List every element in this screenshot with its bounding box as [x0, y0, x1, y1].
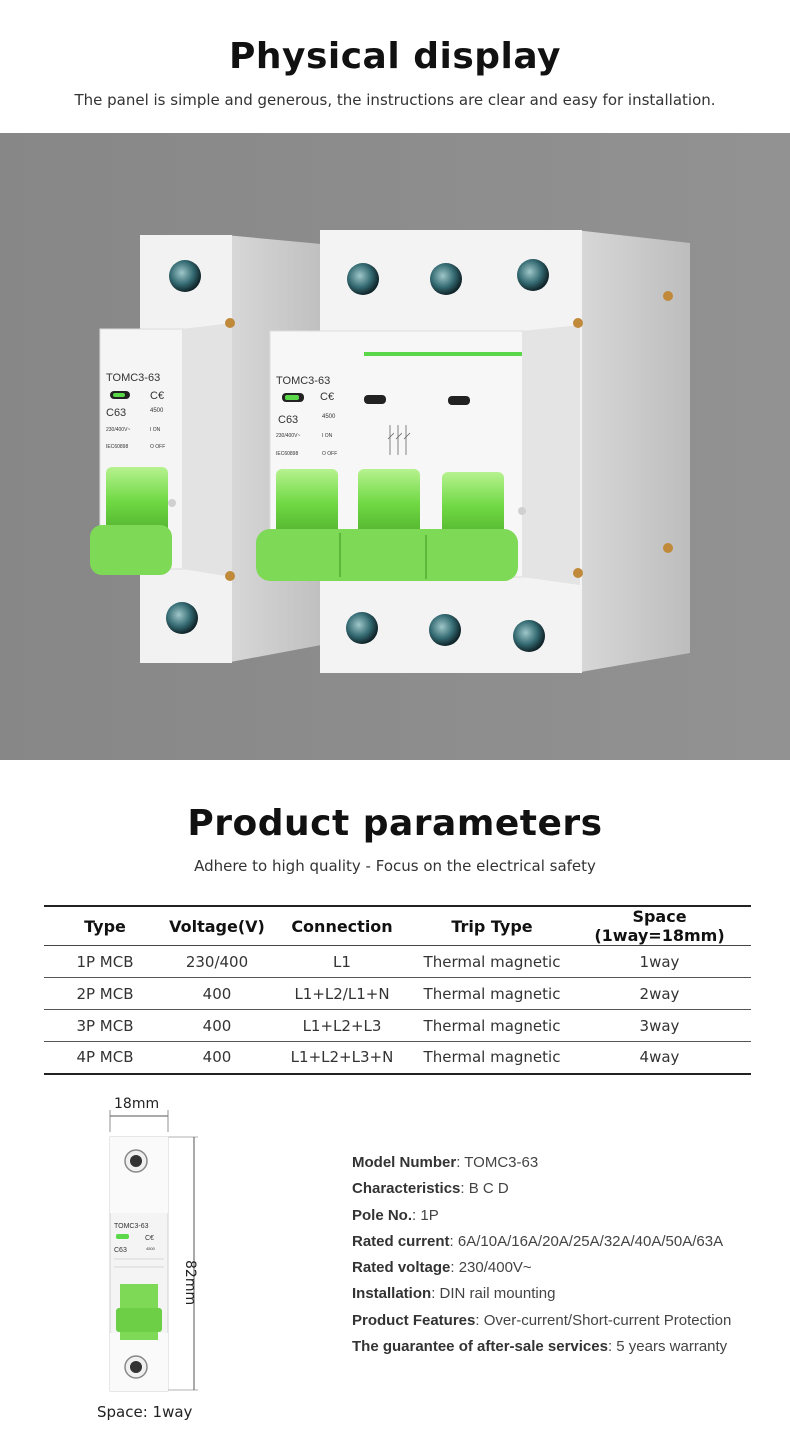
figure-model-label: TOMC3-63	[114, 1223, 149, 1230]
handle-tie-bar	[256, 529, 518, 581]
left-voltage-label: 230/400V~	[106, 427, 131, 433]
right-voltage-label: 230/400V~	[276, 433, 301, 439]
table-cell: 400	[166, 1042, 268, 1074]
column-header-voltage: Voltage(V)	[166, 906, 268, 946]
table-cell: 3P MCB	[44, 1010, 166, 1042]
column-header-type: Type	[44, 906, 166, 946]
section-subtitle-physical-display: The panel is simple and generous, the instructions are clear and easy for installation.	[74, 91, 716, 109]
green-indicator-line	[364, 352, 522, 356]
right-standard-label: IEC60898	[276, 451, 299, 457]
left-off-label: O OFF	[150, 444, 166, 450]
spec-item-product-features: Product Features: Over-current/Short-current Protection	[352, 1311, 732, 1329]
spec-item-installation: Installation: DIN rail mounting	[352, 1285, 556, 1303]
height-dimension-label: 82mm	[182, 1260, 198, 1306]
section-subtitle-product-parameters: Adhere to high quality - Focus on the electrical safety	[194, 857, 596, 875]
product-photo	[0, 133, 790, 760]
figure-capacity-label: 4500	[146, 1246, 155, 1251]
figure-indicator	[116, 1234, 129, 1239]
spec-item-rated-current: Rated current: 6A/10A/16A/20A/25A/32A/40A/50A/63A	[352, 1232, 724, 1250]
column-header-space: Space (1way=18mm)	[568, 906, 751, 946]
space-label: Space: 1way	[97, 1403, 193, 1421]
table-cell: L1+L2+L3+N	[268, 1042, 416, 1074]
spec-item-warranty: The guarantee of after-sale services: 5 years warranty	[352, 1338, 728, 1356]
spec-item-rated-voltage: Rated voltage: 230/400V~	[352, 1259, 532, 1277]
right-toggle-handle-1	[276, 469, 338, 539]
left-on-label: I ON	[150, 427, 161, 433]
table-cell: L1+L2/L1+N	[268, 978, 416, 1010]
spec-item-model-number: Model Number: TOMC3-63	[352, 1154, 539, 1171]
table-cell: L1+L2+L3	[268, 1010, 416, 1042]
table-row	[44, 978, 751, 1010]
spec-item-pole-no: Pole No.: 1P	[352, 1206, 439, 1224]
table-cell: L1	[268, 946, 416, 978]
table-cell: 230/400	[166, 946, 268, 978]
specifications-list	[352, 1152, 782, 1362]
section-title-physical-display: Physical display	[228, 36, 562, 77]
table-row	[44, 1010, 751, 1042]
ce-mark-icon: C€	[320, 391, 335, 403]
column-header-trip-type: Trip Type	[416, 906, 568, 946]
table-cell: Thermal magnetic	[416, 1042, 568, 1074]
table-cell: 400	[166, 1010, 268, 1042]
right-curve-label: C63	[278, 414, 299, 426]
ce-mark-icon: C€	[150, 390, 165, 402]
dimension-figure	[90, 1092, 230, 1432]
right-off-label: O OFF	[322, 451, 338, 457]
width-dimension-label: 18mm	[114, 1096, 160, 1112]
table-cell: 2way	[568, 978, 751, 1010]
column-header-connection: Connection	[268, 906, 416, 946]
three-pole-breaker	[256, 230, 690, 673]
table-cell: Thermal magnetic	[416, 978, 568, 1010]
table-cell: Thermal magnetic	[416, 1010, 568, 1042]
table-cell: 4P MCB	[44, 1042, 166, 1074]
table-cell: 1P MCB	[44, 946, 166, 978]
right-model-label: TOMC3-63	[276, 375, 331, 387]
ce-mark-icon: C€	[145, 1235, 154, 1242]
right-toggle-handle-2	[358, 469, 420, 539]
table-cell: 3way	[568, 1010, 751, 1042]
section-title-product-parameters: Product parameters	[187, 803, 603, 844]
single-breaker-drawing	[90, 1092, 230, 1402]
spec-item-characteristics: Characteristics: B C D	[352, 1180, 509, 1198]
right-on-label: I ON	[322, 433, 333, 439]
right-capacity-label: 4500	[322, 414, 336, 420]
table-cell: Thermal magnetic	[416, 946, 568, 978]
left-standard-label: IEC60898	[106, 444, 129, 450]
table-header-row	[44, 906, 751, 946]
table-cell: 2P MCB	[44, 978, 166, 1010]
left-curve-label: C63	[106, 407, 127, 419]
table-row	[44, 946, 751, 978]
figure-curve-label: C63	[114, 1247, 127, 1254]
breakers-illustration	[0, 133, 790, 760]
table-cell: 400	[166, 978, 268, 1010]
left-model-label: TOMC3-63	[106, 372, 161, 384]
parameters-table	[44, 905, 751, 1075]
table-cell: 4way	[568, 1042, 751, 1074]
table-cell: 1way	[568, 946, 751, 978]
table-row	[44, 1042, 751, 1074]
left-capacity-label: 4500	[150, 408, 164, 414]
